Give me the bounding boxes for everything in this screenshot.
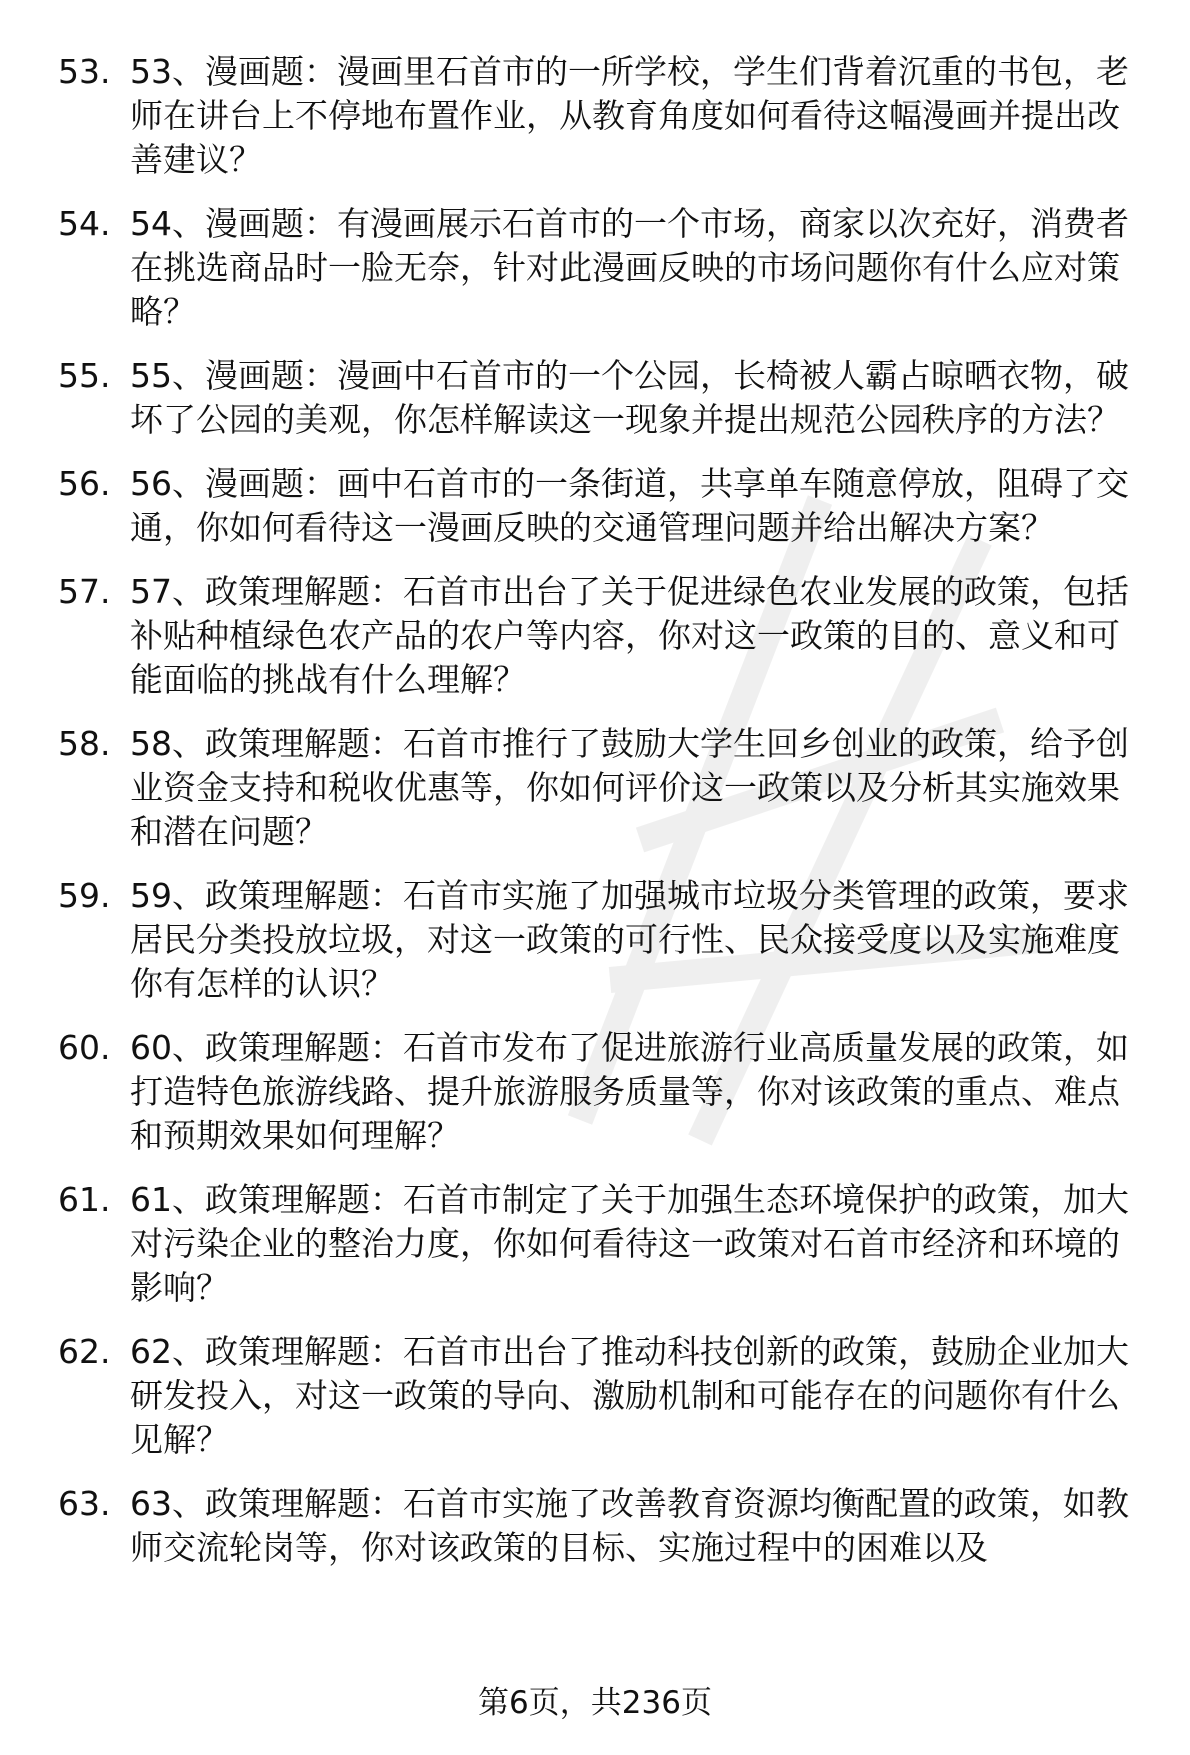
question-text: 58、政策理解题：石首市推行了鼓励大学生回乡创业的政策，给予创业资金支持和税收优惠等，你如何评价这一政策以及分析其实施效果和潜在问题？ [130, 724, 1129, 851]
question-number: 59. [58, 876, 111, 915]
question-item [58, 874, 1148, 1006]
question-item [58, 1026, 1148, 1158]
question-number: 57. [58, 572, 111, 611]
question-item [58, 1330, 1148, 1462]
question-number: 56. [58, 464, 111, 503]
question-text: 61、政策理解题：石首市制定了关于加强生态环境保护的政策，加大对污染企业的整治力度，你如何看待这一政策对石首市经济和环境的影响？ [130, 1180, 1129, 1307]
question-text: 59、政策理解题：石首市实施了加强城市垃圾分类管理的政策，要求居民分类投放垃圾，对这一政策的可行性、民众接受度以及实施难度你有怎样的认识？ [130, 876, 1129, 1003]
question-text: 56、漫画题：画中石首市的一条街道，共享单车随意停放，阻碍了交通，你如何看待这一漫画反映的交通管理问题并给出解决方案？ [130, 464, 1129, 547]
question-text: 54、漫画题：有漫画展示石首市的一个市场，商家以次充好，消费者在挑选商品时一脸无奈，针对此漫画反映的市场问题你有什么应对策略？ [130, 204, 1129, 331]
question-number: 63. [58, 1484, 111, 1523]
question-number: 61. [58, 1180, 111, 1219]
question-number: 58. [58, 724, 111, 763]
question-item [58, 570, 1148, 702]
question-text: 55、漫画题：漫画中石首市的一个公园，长椅被人霸占晾晒衣物，破坏了公园的美观，你怎样解读这一现象并提出规范公园秩序的方法？ [130, 356, 1129, 439]
question-text: 62、政策理解题：石首市出台了推动科技创新的政策，鼓励企业加大研发投入，对这一政策的导向、激励机制和可能存在的问题你有什么见解？ [130, 1332, 1129, 1459]
question-number: 53. [58, 52, 111, 91]
question-text: 57、政策理解题：石首市出台了关于促进绿色农业发展的政策，包括补贴种植绿色农产品的农户等内容，你对这一政策的目的、意义和可能面临的挑战有什么理解？ [130, 572, 1129, 699]
question-item [58, 462, 1148, 550]
question-list [58, 50, 1148, 1590]
question-item [58, 722, 1148, 854]
question-item [58, 1482, 1148, 1570]
question-text: 53、漫画题：漫画里石首市的一所学校，学生们背着沉重的书包，老师在讲台上不停地布置作业，从教育角度如何看待这幅漫画并提出改善建议？ [130, 52, 1129, 179]
question-number: 62. [58, 1332, 111, 1371]
question-number: 60. [58, 1028, 111, 1067]
question-item [58, 354, 1148, 442]
question-item [58, 202, 1148, 334]
question-item [58, 50, 1148, 182]
page-footer: 第6页，共236页 [478, 1685, 712, 1721]
question-item [58, 1178, 1148, 1310]
question-text: 63、政策理解题：石首市实施了改善教育资源均衡配置的政策，如教师交流轮岗等，你对该政策的目标、实施过程中的困难以及 [130, 1484, 1129, 1567]
question-number: 55. [58, 356, 111, 395]
question-text: 60、政策理解题：石首市发布了促进旅游行业高质量发展的政策，如打造特色旅游线路、提升旅游服务质量等，你对该政策的重点、难点和预期效果如何理解？ [130, 1028, 1129, 1155]
question-number: 54. [58, 204, 111, 243]
